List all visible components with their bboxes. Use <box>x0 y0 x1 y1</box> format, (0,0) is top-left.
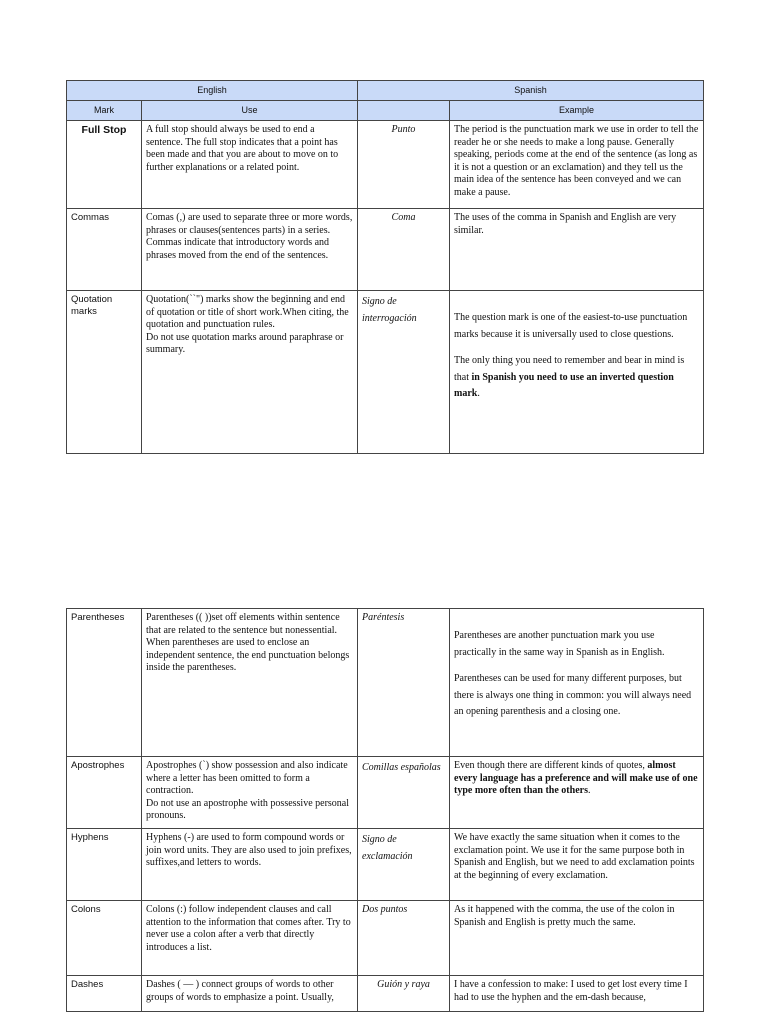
use-cell <box>142 829 358 901</box>
use-header: Use <box>142 101 358 121</box>
use-text: Colons (:) follow independent clauses and call attention to the information that comes after. Try to never use a colon after a verb that directly introduces a list. <box>146 904 351 953</box>
example-text-end: . <box>477 388 480 399</box>
table-row <box>67 291 704 454</box>
spanish-mark-cell: Dos puntos <box>358 901 450 976</box>
use-cell <box>142 976 358 1012</box>
use-text: Parentheses (( ))set off elements within sentence that are related to the sentence but nonessential. <box>146 612 340 636</box>
example-text: As it happened with the comma, the use of the colon in Spanish and English is pretty much the same. <box>454 904 675 928</box>
mark-cell: Quotation marks <box>67 291 142 454</box>
use-cell <box>142 209 358 291</box>
use-cell <box>142 757 358 829</box>
table-row <box>67 609 704 757</box>
example-text: I have a confession to make: I used to get lost every time I had to use the hyphen and the em-dash because, <box>454 979 688 1003</box>
example-cell <box>450 609 704 757</box>
spanish-mark-cell: Punto <box>358 121 450 209</box>
mark-cell: Dashes <box>67 976 142 1012</box>
table-row <box>67 976 704 1012</box>
punctuation-table-1 <box>66 80 704 454</box>
table-row <box>67 829 704 901</box>
column-header-row <box>67 101 704 121</box>
use-text: A full stop should always be used to end a sentence. The full stop indicates that a point has been made and that you are about to move on to further explanations or a related point. <box>146 124 339 173</box>
use-text: Hyphens (-) are used to form compound words or join word units. They are also used to join prefixes, suffixes,and letters to words. <box>146 832 352 868</box>
example-text-bold: in Spanish you need to use an inverted question mark <box>454 371 674 399</box>
example-text: We have exactly the same situation when it comes to the exclamation point. We use it for the same purpose both in Spanish and English, but we need to add exclamation points at the beginning of every exclamation. <box>454 832 695 881</box>
spanish-mark-cell: Paréntesis <box>358 609 450 757</box>
mark-cell: Parentheses <box>67 609 142 757</box>
mark-cell: Hyphens <box>67 829 142 901</box>
use-text: Do not use quotation marks around paraphrase or summary. <box>146 331 344 355</box>
table-row <box>67 757 704 829</box>
use-cell <box>142 291 358 454</box>
use-cell <box>142 121 358 209</box>
example-cell <box>450 901 704 976</box>
use-text: Comas (,) are used to separate three or more words, phrases or clauses(sentences parts) in a series. <box>146 212 353 236</box>
example-cell <box>450 121 704 209</box>
example-text-end: . <box>587 785 591 796</box>
mark-cell: Commas <box>67 209 142 291</box>
spanish-mark-cell: Signo de exclamación <box>358 829 450 901</box>
mark-cell: Apostrophes <box>67 757 142 829</box>
mark-cell: Colons <box>67 901 142 976</box>
mark-cell: Full Stop <box>67 121 142 209</box>
mark-header: Mark <box>67 101 142 121</box>
spanish-mark-cell: Coma <box>358 209 450 291</box>
spanish-mark-cell: Signo de interrogación <box>358 291 450 454</box>
english-header: English <box>67 81 358 101</box>
use-text: Commas indicate that introductory words and phrases moved from the end of the sentences. <box>146 237 330 261</box>
use-cell <box>142 901 358 976</box>
example-text-bold: almost every language has a preference and will make use of one type more often than the others <box>454 760 698 796</box>
table-row <box>67 121 704 209</box>
spanish-mark-cell: Guión y raya <box>358 976 450 1012</box>
example-header: Example <box>450 101 704 121</box>
use-text: Quotation(``") marks show the beginning and end of quotation or title of short work.When citing, the quotation and punctuation rules. <box>146 294 349 330</box>
example-text: The question mark is one of the easiest-to-use punctuation marks because it is universally used to close questions. <box>454 312 688 340</box>
example-cell <box>450 829 704 901</box>
example-cell <box>450 291 704 454</box>
example-text: The uses of the comma in Spanish and English are very similar. <box>454 212 677 236</box>
spanish-mark-cell: Comillas españolas <box>358 757 450 829</box>
example-text <box>454 760 699 798</box>
table-row <box>67 901 704 976</box>
example-cell <box>450 976 704 1012</box>
punctuation-table-2 <box>66 608 704 1012</box>
example-text-plain: Even though there are different kinds of quotes, <box>454 760 648 771</box>
example-text: Parentheses are another punctuation mark you use practically in the same way in Spanish as in English. <box>454 630 665 658</box>
example-text: The period is the punctuation mark we use in order to tell the reader he or she needs to make a long pause. Generally speaking, periods come at the end of the sentence (as long as it is not a question or an exclamation) and they tell us the main idea of the sentence has been conveyed and we can make a pause. <box>454 124 699 198</box>
blank-header <box>358 101 450 121</box>
example-text-plain: The only thing you need to remember and bear in mind is that <box>454 355 685 383</box>
example-text <box>454 353 699 403</box>
use-text: When parentheses are used to enclose an independent sentence, the end punctuation belongs inside the parentheses. <box>146 637 350 673</box>
spanish-header: Spanish <box>358 81 704 101</box>
language-header-row <box>67 81 704 101</box>
use-text: Do not use an apostrophe with possessive personal pronouns. <box>146 797 350 821</box>
table-row <box>67 209 704 291</box>
example-cell <box>450 757 704 829</box>
use-text: Dashes ( — ) connect groups of words to other groups of words to emphasize a point. Usually, <box>146 979 334 1003</box>
use-text: Apostrophes (`) show possession and also indicate where a letter has been omitted to form a contraction. <box>146 760 348 796</box>
use-cell <box>142 609 358 757</box>
example-text: Parentheses can be used for many different purposes, but there is always one thing in common: you will always need an opening parenthesis and a closing one. <box>454 673 692 717</box>
example-cell <box>450 209 704 291</box>
